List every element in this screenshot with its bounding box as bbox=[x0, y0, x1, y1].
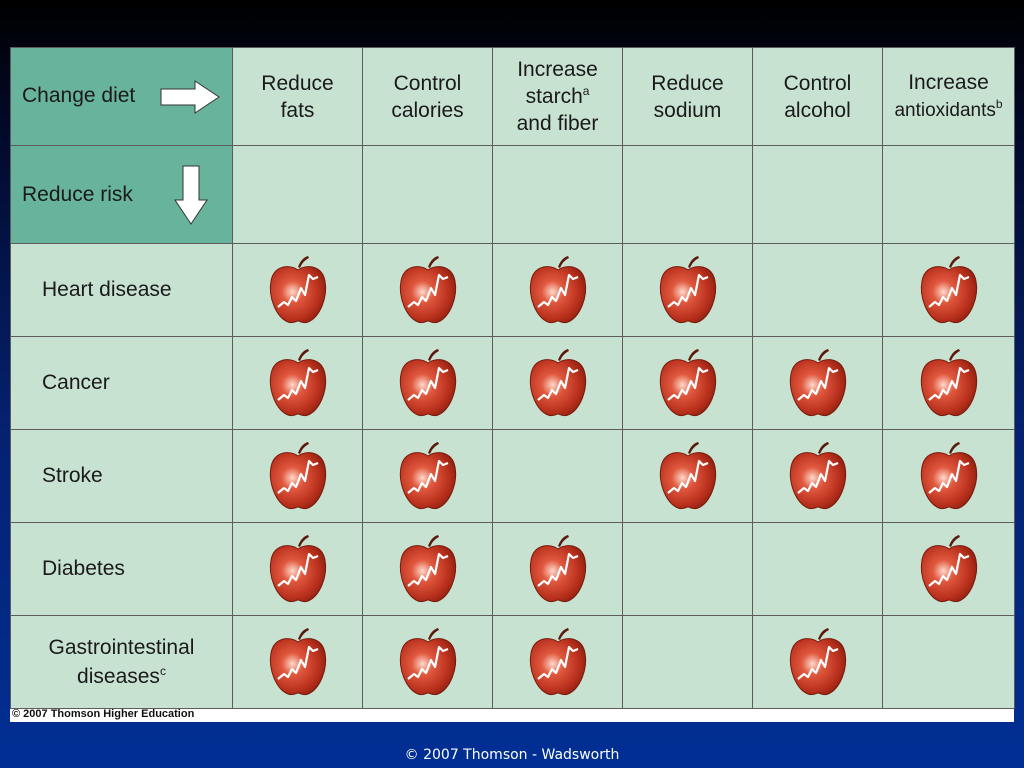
mark-cell bbox=[623, 430, 753, 523]
row-label-gastrointestinal: Gastrointestinal diseases$^c$ bbox=[11, 616, 233, 709]
mark-cell bbox=[623, 523, 753, 616]
apple-icon bbox=[658, 348, 718, 418]
mark-cell bbox=[233, 430, 363, 523]
mark-cell bbox=[753, 430, 883, 523]
mark-cell bbox=[493, 523, 623, 616]
apple-icon bbox=[398, 348, 458, 418]
mark-cell bbox=[363, 523, 493, 616]
mark-cell bbox=[363, 337, 493, 430]
mark-cell bbox=[883, 244, 1015, 337]
col-header-increase-starch: Increase starch$^a$ and fiber bbox=[493, 48, 623, 146]
apple-icon bbox=[398, 627, 458, 697]
table-row bbox=[11, 244, 1015, 337]
apple-icon bbox=[528, 627, 588, 697]
col-header-increase-antioxidants: Increase antioxidants$^b$ bbox=[883, 48, 1015, 146]
mark-cell bbox=[493, 616, 623, 709]
apple-icon bbox=[919, 255, 979, 325]
table-row bbox=[11, 430, 1015, 523]
col-header-reduce-sodium: Reduce sodium bbox=[623, 48, 753, 146]
apple-icon bbox=[528, 255, 588, 325]
apple-icon bbox=[919, 348, 979, 418]
mark-cell bbox=[233, 244, 363, 337]
mark-cell bbox=[623, 616, 753, 709]
empty-cell bbox=[753, 146, 883, 244]
diet-risk-table bbox=[10, 47, 1015, 709]
apple-icon bbox=[268, 255, 328, 325]
mark-cell bbox=[623, 337, 753, 430]
apple-icon bbox=[528, 348, 588, 418]
apple-icon bbox=[398, 534, 458, 604]
mark-cell bbox=[493, 430, 623, 523]
mark-cell bbox=[753, 337, 883, 430]
table-panel bbox=[10, 47, 1014, 722]
mark-cell bbox=[753, 244, 883, 337]
empty-cell bbox=[363, 146, 493, 244]
reduce-risk-row bbox=[11, 146, 1015, 244]
mark-cell bbox=[623, 244, 753, 337]
mark-cell bbox=[233, 523, 363, 616]
row-label-heart-disease: Heart disease bbox=[11, 244, 233, 337]
apple-icon bbox=[919, 441, 979, 511]
change-diet-cell bbox=[11, 48, 233, 146]
apple-icon bbox=[919, 534, 979, 604]
row-label-cancer: Cancer bbox=[11, 337, 233, 430]
apple-icon bbox=[268, 441, 328, 511]
apple-icon bbox=[788, 441, 848, 511]
apple-icon bbox=[658, 255, 718, 325]
mark-cell bbox=[753, 616, 883, 709]
change-diet-label: Change diet bbox=[22, 84, 136, 107]
apple-icon bbox=[788, 348, 848, 418]
col-header-control-calories: Control calories bbox=[363, 48, 493, 146]
row-label-stroke: Stroke bbox=[11, 430, 233, 523]
reduce-risk-cell bbox=[11, 146, 233, 244]
mark-cell bbox=[883, 430, 1015, 523]
copyright-inner: © 2007 Thomson Higher Education bbox=[12, 708, 195, 720]
empty-cell bbox=[233, 146, 363, 244]
table-row bbox=[11, 523, 1015, 616]
empty-cell bbox=[493, 146, 623, 244]
mark-cell bbox=[753, 523, 883, 616]
apple-icon bbox=[528, 534, 588, 604]
apple-icon bbox=[398, 255, 458, 325]
mark-cell bbox=[883, 523, 1015, 616]
reduce-risk-label: Reduce risk bbox=[22, 183, 133, 206]
table-row bbox=[11, 616, 1015, 709]
empty-cell bbox=[883, 146, 1015, 244]
mark-cell bbox=[363, 430, 493, 523]
mark-cell bbox=[493, 244, 623, 337]
apple-icon bbox=[268, 534, 328, 604]
empty-cell bbox=[623, 146, 753, 244]
arrow-right-icon bbox=[159, 79, 221, 115]
apple-icon bbox=[268, 627, 328, 697]
col-header-reduce-fats: Reduce fats bbox=[233, 48, 363, 146]
apple-icon bbox=[268, 348, 328, 418]
arrow-down-icon bbox=[173, 164, 209, 226]
mark-cell bbox=[493, 337, 623, 430]
mark-cell bbox=[883, 337, 1015, 430]
col-header-control-alcohol: Control alcohol bbox=[753, 48, 883, 146]
row-label-diabetes: Diabetes bbox=[11, 523, 233, 616]
apple-icon bbox=[658, 441, 718, 511]
apple-icon bbox=[788, 627, 848, 697]
mark-cell bbox=[233, 616, 363, 709]
header-row bbox=[11, 48, 1015, 146]
mark-cell bbox=[363, 616, 493, 709]
mark-cell bbox=[233, 337, 363, 430]
table-row bbox=[11, 337, 1015, 430]
mark-cell bbox=[363, 244, 493, 337]
apple-icon bbox=[398, 441, 458, 511]
mark-cell bbox=[883, 616, 1015, 709]
footer-copyright: © 2007 Thomson - Wadsworth bbox=[404, 747, 620, 763]
